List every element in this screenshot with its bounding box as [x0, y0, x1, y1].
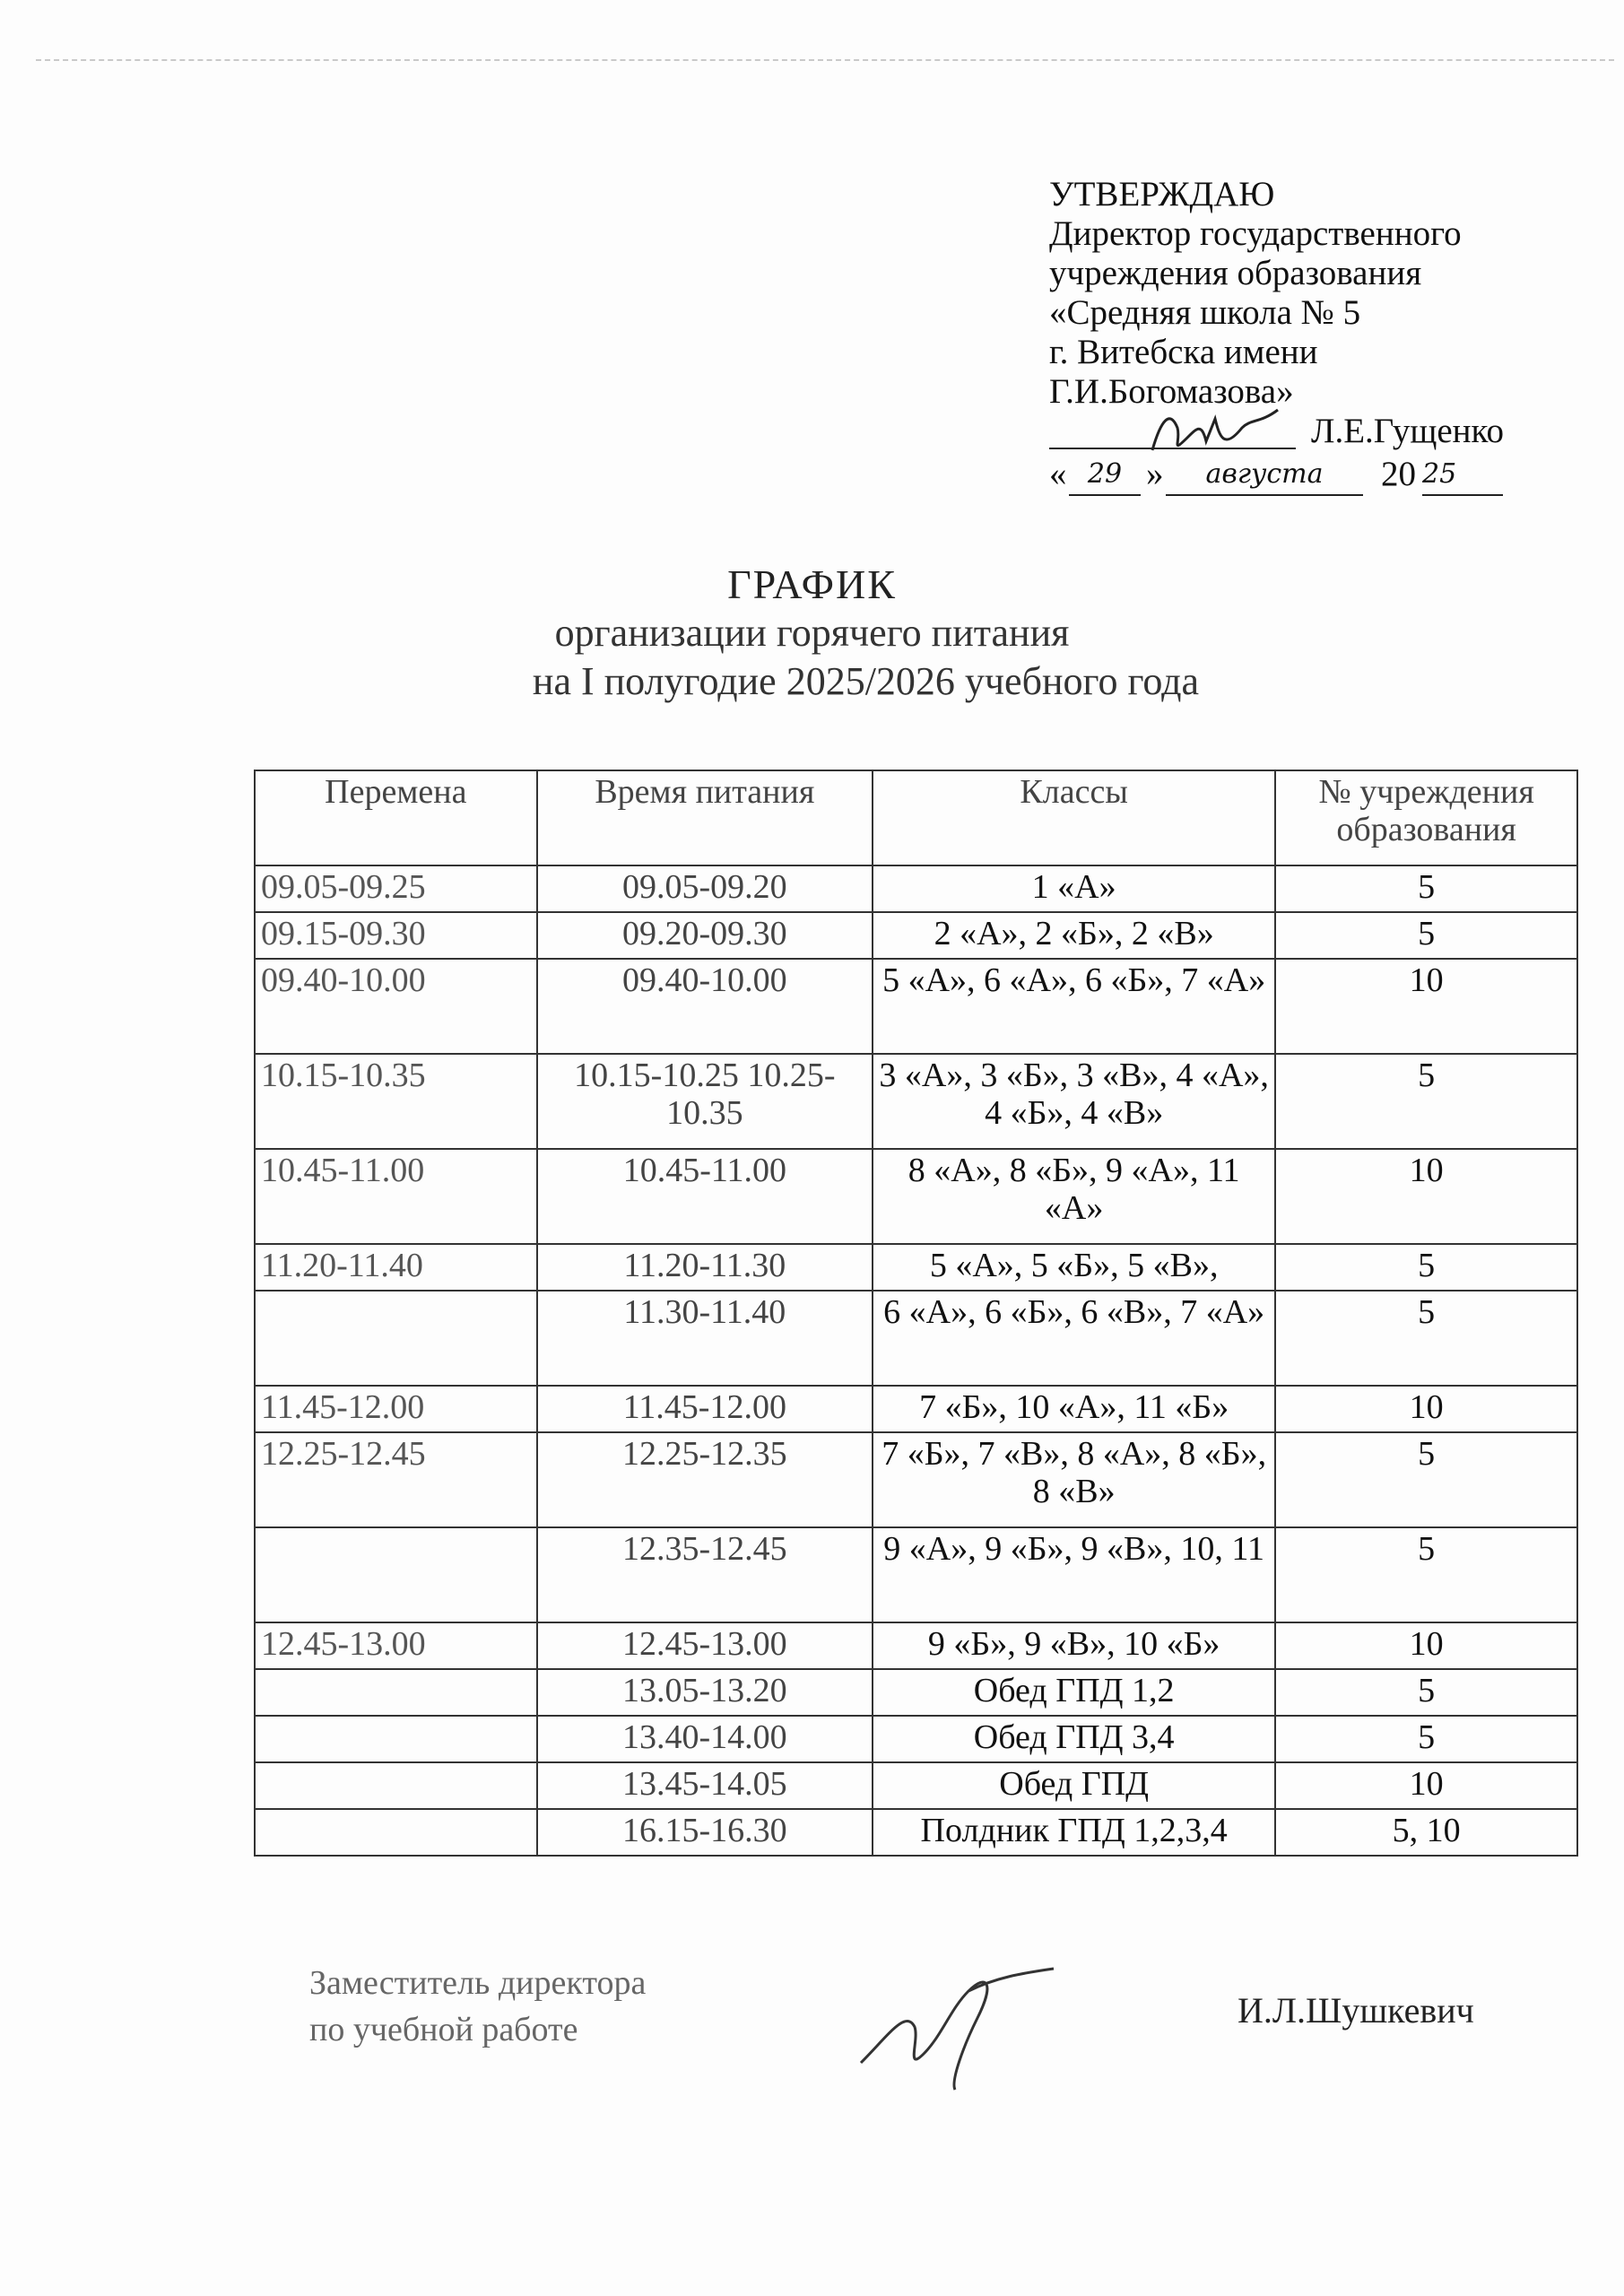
- table-row: [255, 1432, 1577, 1527]
- break-cell: 09.15-09.30: [255, 912, 537, 959]
- break-cell: [255, 1716, 537, 1762]
- classes-cell: Обед ГПД 1,2: [873, 1669, 1275, 1716]
- table-header-row: [255, 770, 1577, 865]
- meal-time-cell: 13.40-14.00: [537, 1716, 873, 1762]
- table-row: [255, 1762, 1577, 1809]
- classes-cell: Обед ГПД 3,4: [873, 1716, 1275, 1762]
- date-year-prefix: 20: [1381, 455, 1416, 493]
- classes-cell: 6 «А», 6 «Б», 6 «В», 7 «А»: [873, 1291, 1275, 1386]
- classes-cell: 2 «А», 2 «Б», 2 «В»: [873, 912, 1275, 959]
- classes-cell: 5 «А», 5 «Б», 5 «В»,: [873, 1244, 1275, 1291]
- date-month: августа: [1166, 455, 1363, 496]
- deputy-position-line-1: Заместитель директора: [309, 1964, 647, 2002]
- institution-number-cell: 5: [1275, 1432, 1577, 1527]
- break-cell: [255, 1669, 537, 1716]
- deputy-position: [309, 1960, 646, 2053]
- title-line-1: ГРАФИК: [727, 561, 897, 607]
- meal-time-cell: 09.20-09.30: [537, 912, 873, 959]
- approval-line: Директор государственного: [1049, 214, 1462, 253]
- classes-cell: 1 «А»: [873, 865, 1275, 912]
- header-break: Перемена: [255, 770, 537, 865]
- institution-number-cell: 5: [1275, 1054, 1577, 1149]
- table-row: [255, 1149, 1577, 1244]
- meal-time-cell: 10.45-11.00: [537, 1149, 873, 1244]
- header-classes: Классы: [873, 770, 1275, 865]
- deputy-name: И.Л.Шушкевич: [1238, 1990, 1474, 2031]
- director-name: Л.Е.Гущенко: [1311, 412, 1505, 450]
- title-line-2: организации горячего питания: [554, 611, 1070, 655]
- meal-time-cell: 12.45-13.00: [537, 1622, 873, 1669]
- meal-time-cell: 11.45-12.00: [537, 1386, 873, 1432]
- header-meal-time: Время питания: [537, 770, 873, 865]
- classes-cell: Полдник ГПД 1,2,3,4: [873, 1809, 1275, 1856]
- institution-number-cell: 5, 10: [1275, 1809, 1577, 1856]
- deputy-position-line-2: по учебной работе: [309, 2011, 578, 2048]
- meal-time-cell: 13.45-14.05: [537, 1762, 873, 1809]
- classes-cell: 9 «Б», 9 «В», 10 «Б»: [873, 1622, 1275, 1669]
- break-cell: [255, 1809, 537, 1856]
- scan-artifact-line: [36, 59, 1614, 61]
- table-row: [255, 1716, 1577, 1762]
- break-cell: 09.40-10.00: [255, 959, 537, 1054]
- approval-heading: УТВЕРЖДАЮ: [1049, 175, 1275, 213]
- institution-number-cell: 5: [1275, 865, 1577, 912]
- meal-time-cell: 13.05-13.20: [537, 1669, 873, 1716]
- approval-line: Г.И.Богомазова»: [1049, 372, 1294, 411]
- break-cell: [255, 1291, 537, 1386]
- classes-cell: 3 «А», 3 «Б», 3 «В», 4 «А», 4 «Б», 4 «В»: [873, 1054, 1275, 1149]
- date-year-suffix: 25: [1422, 455, 1503, 496]
- break-cell: [255, 1762, 537, 1809]
- break-cell: 11.20-11.40: [255, 1244, 537, 1291]
- classes-cell: 7 «Б», 10 «А», 11 «Б»: [873, 1386, 1275, 1432]
- institution-number-cell: 5: [1275, 1527, 1577, 1622]
- date-open-quote: «: [1049, 455, 1067, 493]
- institution-number-cell: 10: [1275, 1622, 1577, 1669]
- classes-cell: 5 «А», 6 «А», 6 «Б», 7 «А»: [873, 959, 1275, 1054]
- document-title: [0, 561, 1624, 706]
- institution-number-cell: 10: [1275, 1149, 1577, 1244]
- director-signature-row: [1049, 412, 1551, 455]
- title-line-3: на I полугодие 2025/2026 учебного года: [532, 659, 1200, 703]
- deputy-signature-icon: [852, 1955, 1058, 2099]
- table-row: [255, 1527, 1577, 1622]
- institution-number-cell: 5: [1275, 1716, 1577, 1762]
- institution-number-cell: 5: [1275, 1244, 1577, 1291]
- table-row: [255, 959, 1577, 1054]
- date-close-quote: »: [1146, 455, 1164, 493]
- break-cell: 11.45-12.00: [255, 1386, 537, 1432]
- meal-time-cell: 11.20-11.30: [537, 1244, 873, 1291]
- table-row: [255, 1291, 1577, 1386]
- institution-number-cell: 10: [1275, 959, 1577, 1054]
- approval-line: г. Витебска имени: [1049, 333, 1318, 371]
- table-row: [255, 1386, 1577, 1432]
- approval-line: «Средняя школа № 5: [1049, 293, 1361, 332]
- classes-cell: Обед ГПД: [873, 1762, 1275, 1809]
- institution-number-cell: 10: [1275, 1386, 1577, 1432]
- classes-cell: 7 «Б», 7 «В», 8 «А», 8 «Б», 8 «В»: [873, 1432, 1275, 1527]
- institution-number-cell: 5: [1275, 1291, 1577, 1386]
- table-row: [255, 1669, 1577, 1716]
- table-row: [255, 1244, 1577, 1291]
- break-cell: 10.45-11.00: [255, 1149, 537, 1244]
- table-row: [255, 912, 1577, 959]
- meal-time-cell: 12.25-12.35: [537, 1432, 873, 1527]
- meal-time-cell: 16.15-16.30: [537, 1809, 873, 1856]
- table-row: [255, 1054, 1577, 1149]
- date-day: 29: [1069, 455, 1141, 496]
- institution-number-cell: 10: [1275, 1762, 1577, 1809]
- meal-time-cell: 11.30-11.40: [537, 1291, 873, 1386]
- approval-block: [1049, 175, 1551, 500]
- meal-time-cell: 10.15-10.25 10.25-10.35: [537, 1054, 873, 1149]
- institution-number-cell: 5: [1275, 912, 1577, 959]
- break-cell: 09.05-09.25: [255, 865, 537, 912]
- table-row: [255, 1809, 1577, 1856]
- meal-time-cell: 09.05-09.20: [537, 865, 873, 912]
- institution-number-cell: 5: [1275, 1669, 1577, 1716]
- classes-cell: 8 «А», 8 «Б», 9 «А», 11 «А»: [873, 1149, 1275, 1244]
- table-body: [255, 865, 1577, 1856]
- break-cell: 12.25-12.45: [255, 1432, 537, 1527]
- approval-line: учреждения образования: [1049, 254, 1422, 292]
- table-row: [255, 1622, 1577, 1669]
- break-cell: 10.15-10.35: [255, 1054, 537, 1149]
- break-cell: 12.45-13.00: [255, 1622, 537, 1669]
- table-row: [255, 865, 1577, 912]
- break-cell: [255, 1527, 537, 1622]
- meal-schedule-table: [254, 770, 1578, 1857]
- header-institution-number: № учреждения образования: [1275, 770, 1577, 865]
- approval-date: [1049, 455, 1551, 500]
- meal-time-cell: 09.40-10.00: [537, 959, 873, 1054]
- classes-cell: 9 «А», 9 «Б», 9 «В», 10, 11: [873, 1527, 1275, 1622]
- meal-time-cell: 12.35-12.45: [537, 1527, 873, 1622]
